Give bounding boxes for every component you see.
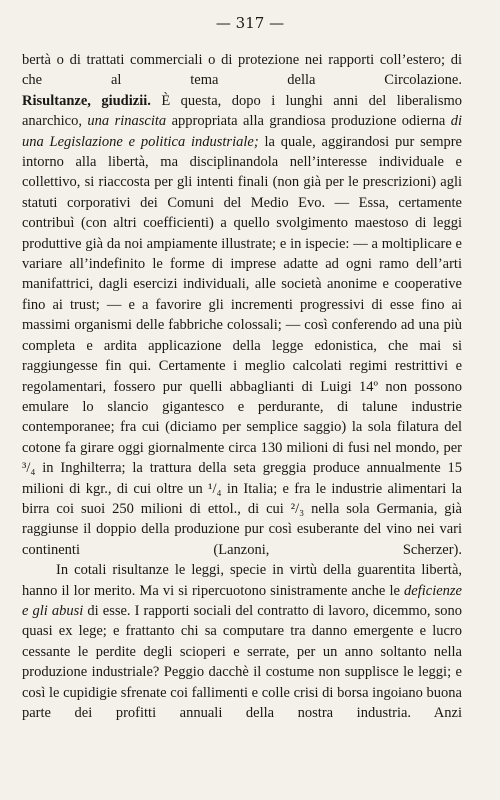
- paragraph-2: [22, 91, 462, 560]
- paragraph-3-text-a: In cotali risultanze le leggi, specie in virtù della guarentita libertà, hanno il lor merito. Ma vi si ripercuotono sinistramente anche le: [22, 562, 462, 599]
- paragraph-1: [22, 50, 462, 91]
- paragraph-3: [22, 560, 462, 723]
- page-number: — 317 —: [215, 14, 285, 32]
- body-text: [22, 50, 462, 723]
- paragraph-3-text-b: di esse. I rapporti sociali del contratto di lavoro, dicemmo, sono quasi ex lege; e frattanto chi sa computare tra danno emergente e lucro cessante le perdite degli scioperi e serrate, per un anno soltanto nella produzione industriale? Peggio dacchè il costume non supplisce le leggi; e così le cupidigie sfrenate coi fallimenti e colle crisi di borsa ingoiano buona parte dei profitti annuali della nostra industria. Anzi: [22, 602, 462, 721]
- paragraph-1-text: bertà o di trattati commerciali o di protezione nei rapporti coll’estero; di che al tema della Circolazione.: [22, 52, 462, 89]
- paragraph-2-text-a: È questa, dopo i lunghi anni del liberalismo anarchico,: [22, 92, 462, 130]
- section-heading: Risultanze, giudizii.: [22, 92, 151, 109]
- emphasis-deficienze: deficienze e gli abusi: [22, 582, 462, 619]
- paragraph-2-text-c: la quale, aggirandosi pur sempre intorno alla libertà, ma disciplinandola nell’interesse individuale e collettivo, si riaccosta per gli intenti finali (non già per le prescrizioni) agli statuti corporativi dei Comuni del Medio Evo. — Essa, certamente contribuì (con altri coefficienti) a quello svolgimento maestoso di leggi produttive già da noi ampiamente illustrate; e in ispecie: — a moltiplicare e variare all’indefinito le forme di imprese adatte ad ogni ramo dell’arti manifattrici, dagli esercizi individuali, alle società anonime e cooperative fino ai trust; — e a favorire gli incrementi progressivi di esse fino ai massimi organismi delle fabbriche colossali; — così conferendo ad una più completa e ardita applicazione della legge edonistica, che mai si raggiungesse fin qui. Certamente i meglio calcolati regimi restrittivi e regolamentari, fossero pur quelli abbaglianti di Luigi 14º non possono emulare lo slancio gigantesco e perdurante, di talune industrie contemporanee; fra cui (diciamo per semplice saggio) la sola filatura del cotone fa girare oggi giornalmente circa 130 milioni di fusi nel mondo, per ³/₄ in Inghilterra; la trattura della seta greggia produce annualmente 15 milioni di kgr., di cui oltre un ¹/₄ in Italia; e fra le industrie alimentari la birra coi suoi 250 milioni di ettol., di cui ²/₃ nella sola Germania, già raggiunse il doppio della produzione pur così esuberante del vino nei vari continenti (Lanzoni, Scherzer).: [22, 133, 462, 558]
- emphasis-legislazione: di una Legislazione e politica industriale;: [22, 113, 462, 150]
- emphasis-rinascita: una rinascita: [87, 113, 167, 130]
- paragraph-2-text-b: appropriata alla grandiosa produzione odierna: [166, 113, 451, 130]
